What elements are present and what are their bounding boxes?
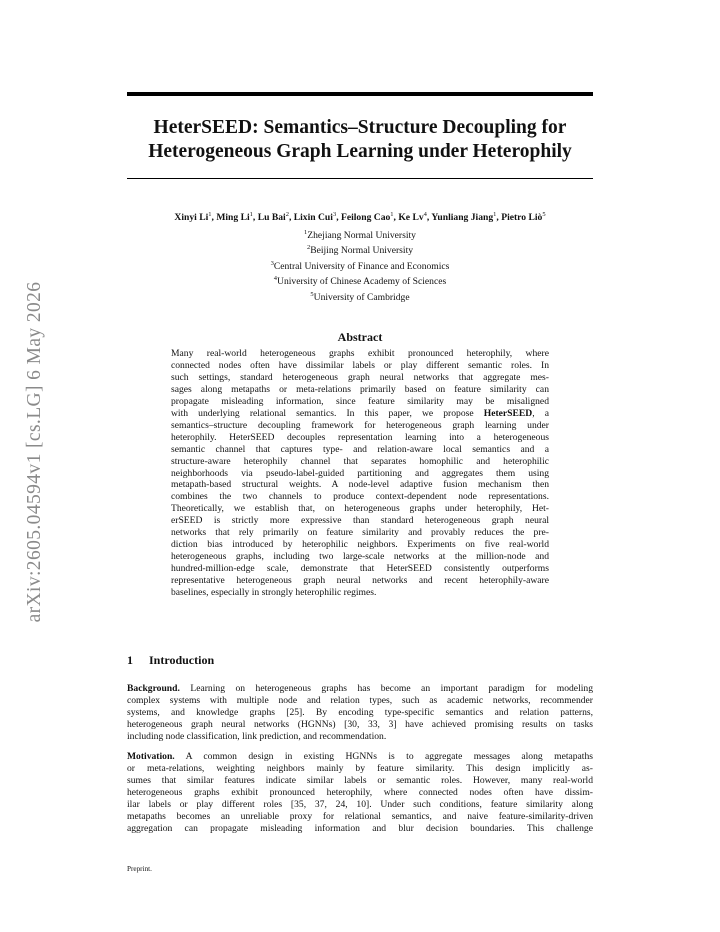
paragraph-line: Background. Learning on heterogeneous graphs has become an important paradigm for modeling [127,683,593,694]
title-bottom-rule [127,178,593,179]
paragraph-line: complex systems with multiple node and relation types, such as academic networks, recommender [127,694,593,706]
abstract-line: combines the two channels to produce context-dependent node representations. [171,491,549,503]
paragraph-label: Background. [127,683,180,694]
abstract-line: semantic channel that captures type- and relation-aware local semantics and a [171,443,549,455]
abstract-line: hundred-million-edge scale, demonstrate that HeterSEED consistently outperforms [171,563,549,575]
abstract-line: representative heterogeneous graph neural networks and recent heterophily-aware [171,575,549,587]
abstract-line: Theoretically, we establish that, on heterogeneous graphs under heterophily, Het- [171,503,549,515]
title-line: Heterogeneous Graph Learning under Heterophily [148,141,572,162]
author: Lixin Cui$^3$ [293,211,337,224]
author: Yunliang Jiang$^1$ [431,211,497,224]
author: Xinyi Li$^1$ [174,211,212,224]
section-heading [127,653,214,668]
section-title-text: Introduction [149,653,215,667]
abstract-line: structure-aware heterophily channel that separates homophilic and heterophilic [171,455,549,467]
paragraph-line: systems, and knowledge graphs [25]. By encoding type-specific semantics and relation patterns, [127,706,593,718]
section-number: 1 [127,653,133,667]
affiliation: $^5$University of Cambridge [310,290,410,303]
paragraph-motivation [127,751,593,835]
paragraph-line: heterogeneous graph neural networks (HGNNs) [30, 33, 3] have achieved promising results on tasks [127,718,593,730]
paragraph-line: sumes that similar features indicate similar labels or semantic roles. However, many real-world [127,774,593,786]
abstract-line: propagate misleading information, since feature similarity may be misaligned [171,395,549,407]
abstract-line: diction bias introduced by heterophilic neighbors. Experiments on five real-world [171,539,549,551]
author-list: Xinyi Li$^1$, Ming Li$^1$, Lu Bai$^2$, Lixin Cui$^3$, Feilong Cao$^1$, Ke Lv$^4$, Yunliang Jiang$^1$, Pietro Liò$^5$ [174,211,546,224]
author: Feilong Cao$^1$ [340,211,394,224]
paragraph-line: Motivation. A common design in existing HGNNs is to aggregate messages along metapaths [127,751,594,762]
abstract-line: networks that rely primarily on feature similarity and provably reduces the pre- [171,527,549,539]
abstract-line: neighborhoods via pseudo-label-guided partitioning and aggregates them using [171,467,549,479]
abstract-line: erSEED is strictly more expressive than standard heterogeneous graph neural [171,515,549,527]
paragraph-line: or meta-relations, weighting neighbors mainly by feature similarity. This design implicitly as- [127,762,593,774]
author: Ming Li$^1$ [216,211,253,224]
paragraph-label: Motivation. [127,751,175,762]
arxiv-watermark: arXiv:2605.04594v1 [cs.LG] 6 May 2026 [24,281,45,623]
abstract-bold-name: HeterSEED [483,407,533,419]
abstract-line: heterophily. HeterSEED decouples representation learning into a heterogeneous [171,431,549,443]
abstract-line: Many real-world heterogeneous graphs exhibit pronounced heterophily, where [171,348,549,359]
abstract-line: with underlying relational semantics. In this paper, we propose HeterSEED, a [171,407,549,419]
paragraph-background [127,683,593,743]
abstract-heading: Abstract [337,330,383,344]
abstract-line: baselines, especially in strongly heterophilic regimes. [171,587,377,599]
affiliation: $^1$Zhejiang Normal University [304,229,416,242]
author: Ke Lv$^4$ [398,211,427,224]
paragraph-line: ilar labels or play different roles [35, 37, 24, 10]. Under such conditions, feature similarity along [127,798,593,810]
paragraph-line: metapaths becomes an unreliable proxy for relational semantics, and naive feature-similarity-driven [127,810,593,822]
page-footer: Preprint. [127,865,152,873]
abstract-line: metapath-based structural weights. A node-level adaptive fusion mechanism then [171,479,549,491]
abstract-line: heterogeneous graphs, including two large-scale networks at the million-node and [171,551,549,563]
affiliation: $^3$Central University of Finance and Economics [270,259,450,272]
title-line: HeterSEED: Semantics–Structure Decoupling for [153,117,567,138]
paragraph-line: aggregation can propagate misleading information and blur decision boundaries. This challenge [127,822,593,834]
affiliation: $^2$Beijing Normal University [306,244,414,257]
affiliation: $^4$University of Chinese Academy of Sciences [273,275,447,288]
abstract-body [171,348,549,599]
abstract-line: such settings, standard heterogeneous graph neural networks that aggregate mes- [171,371,549,383]
affiliations [127,227,593,304]
paragraph-line: heterogeneous graphs exhibit pronounced heterophily, where connected nodes often have dissim- [127,786,593,798]
top-rule [127,92,593,96]
abstract-line: connected nodes often have dissimilar labels or play different semantic roles. In [171,359,549,371]
author: Pietro Liò$^5$ [501,211,546,224]
abstract-line: semantics–structure decoupling framework for heterogeneous graph learning under [171,419,549,431]
paragraph-line: including node classification, link prediction, and recommendation. [127,730,387,742]
abstract-line: sages along metapaths or meta-relations primarily based on feature similarity can [171,383,549,395]
author: Lu Bai$^2$ [257,211,289,224]
paper-title [127,116,593,164]
